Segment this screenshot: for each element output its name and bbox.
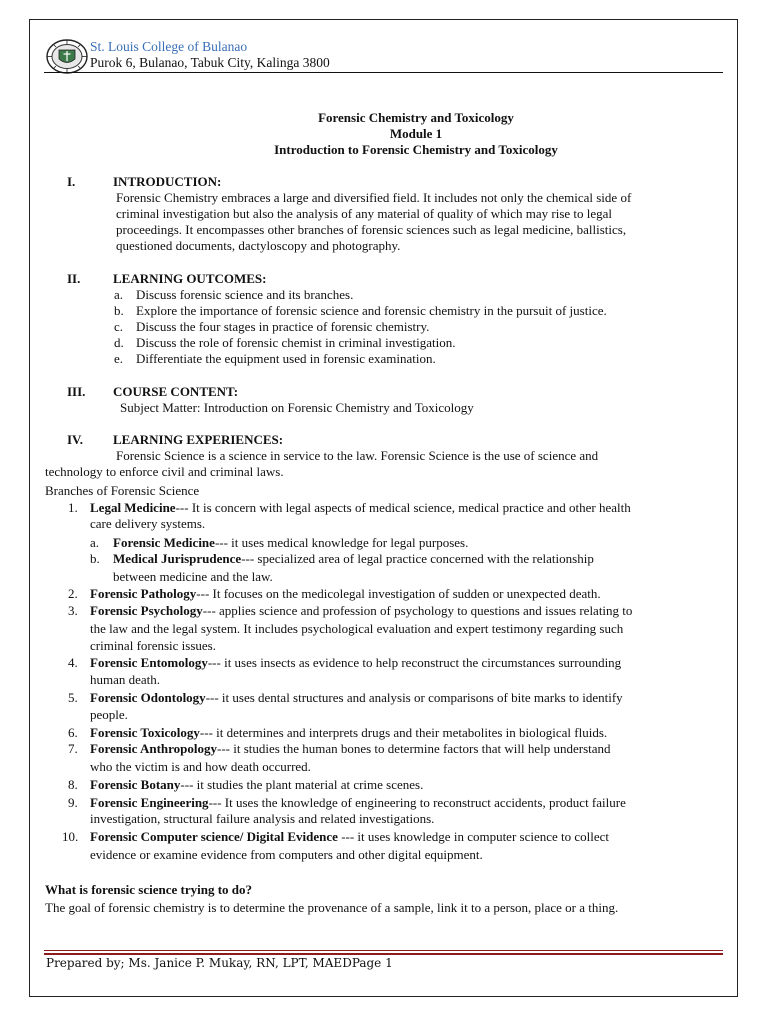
footer-rule <box>44 950 723 951</box>
module-title-block <box>45 110 768 158</box>
subject-matter: Subject Matter: Introduction on Forensic Chemistry and Toxicology <box>120 400 474 415</box>
section-heading-course-content: COURSE CONTENT: <box>113 384 239 399</box>
branch-item <box>113 535 468 551</box>
course-title: Forensic Chemistry and Toxicology <box>318 110 514 125</box>
branch-term: Forensic Toxicology <box>90 725 200 740</box>
outcome-marker: a. <box>114 287 124 302</box>
footer-rule <box>44 953 723 955</box>
footer-prepared-by: Prepared by; Ms. Janice P. Mukay, RN, LPT, MAEDPage 1 <box>46 956 393 970</box>
branch-description: --- it uses knowledge in computer science to collect <box>341 829 610 844</box>
branch-description: --- specialized area of legal practice concerned with the relationship <box>241 551 594 566</box>
outcome-item: Discuss forensic science and its branches. <box>136 287 354 302</box>
section-heading-learning-experiences: LEARNING EXPERIENCES: <box>113 432 284 447</box>
branch-description: --- it studies the human bones to determine factors that will help understand <box>217 741 611 756</box>
branch-continuation: between medicine and the law. <box>113 569 273 584</box>
section-heading-learning-outcomes: LEARNING OUTCOMES: <box>113 271 267 286</box>
outcome-item: Discuss the four stages in practice of forensic chemistry. <box>136 319 430 334</box>
section-heading-introduction: INTRODUCTION: <box>113 174 222 189</box>
branch-number: 8. <box>68 777 78 792</box>
branch-number: 10. <box>62 829 79 844</box>
branch-description: --- it determines and interprets drugs and their metabolites in biological fluids. <box>199 725 608 740</box>
outcome-marker: d. <box>114 335 124 350</box>
branches-heading: Branches of Forensic Science <box>45 483 200 498</box>
branch-continuation: care delivery systems. <box>90 516 206 531</box>
branch-term: Medical Jurisprudence <box>113 551 242 566</box>
branch-term: Forensic Odontology <box>90 690 206 705</box>
branch-item <box>90 690 623 706</box>
branch-item <box>113 551 594 567</box>
branch-description: --- It uses the knowledge of engineering to reconstruct accidents, product failure <box>208 795 626 810</box>
branch-continuation: who the victim is and how death occurred. <box>90 759 311 774</box>
branch-continuation: evidence or examine evidence from computers and other digital equipment. <box>90 847 483 862</box>
branch-term: Forensic Anthropology <box>90 741 218 756</box>
branch-number: b. <box>90 551 100 566</box>
branch-description: --- it uses insects as evidence to help reconstruct the circumstances surrounding <box>207 655 622 670</box>
branch-term: Forensic Medicine <box>113 535 215 550</box>
outcome-marker: b. <box>114 303 124 318</box>
branch-term: Forensic Engineering <box>90 795 209 810</box>
experience-line: technology to enforce civil and criminal laws. <box>45 464 284 479</box>
branch-item <box>90 586 601 602</box>
branch-number: a. <box>90 535 100 550</box>
branch-number: 5. <box>68 690 78 705</box>
module-number: Module 1 <box>389 126 443 141</box>
college-seal-logo <box>46 39 88 74</box>
branch-number: 6. <box>68 725 78 740</box>
section-numeral: III. <box>67 384 86 399</box>
branch-continuation: criminal forensic issues. <box>90 638 216 653</box>
intro-line: criminal investigation but also the analysis of any material of quality of which may rise to legal <box>116 206 613 221</box>
experience-line: Forensic Science is a science in service to the law. Forensic Science is the use of science and <box>116 448 599 463</box>
branch-description: --- it uses dental structures and analysis or comparisons of bite marks to identify <box>205 690 623 705</box>
question-answer: The goal of forensic chemistry is to determine the provenance of a sample, link it to a person, place or a thing. <box>45 900 619 915</box>
school-name: St. Louis College of Bulanao <box>90 39 248 54</box>
branch-term: Forensic Computer science/ Digital Evidence <box>90 829 342 844</box>
outcome-item: Differentiate the equipment used in forensic examination. <box>136 351 436 366</box>
branch-continuation: the law and the legal system. It includes psychological evaluation and expert testimony regarding such <box>90 621 624 636</box>
branch-continuation: investigation, structural failure analysis and related investigations. <box>90 811 435 826</box>
branch-item <box>90 603 632 619</box>
outcome-marker: c. <box>114 319 124 334</box>
branch-item <box>90 500 631 516</box>
outcome-item: Discuss the role of forensic chemist in criminal investigation. <box>136 335 456 350</box>
branch-term: Forensic Psychology <box>90 603 203 618</box>
branch-term: Legal Medicine <box>90 500 176 515</box>
branch-continuation: people. <box>90 707 128 722</box>
header-rule <box>44 72 723 73</box>
outcome-item: Explore the importance of forensic science and forensic chemistry in the pursuit of justice. <box>136 303 607 318</box>
branch-description: --- it studies the plant material at crime scenes. <box>180 777 424 792</box>
branch-item <box>90 829 609 845</box>
question-heading: What is forensic science trying to do? <box>45 882 253 897</box>
branch-description: --- It focuses on the medicolegal investigation of sudden or unexpected death. <box>196 586 601 601</box>
section-numeral: I. <box>67 174 76 189</box>
branch-item <box>90 795 626 811</box>
branch-term: Forensic Botany <box>90 777 181 792</box>
section-numeral: IV. <box>67 432 84 447</box>
branch-continuation: human death. <box>90 672 161 687</box>
module-subtitle: Introduction to Forensic Chemistry and Toxicology <box>274 142 558 157</box>
branch-term: Forensic Pathology <box>90 586 197 601</box>
branch-item <box>90 777 423 793</box>
branch-number: 9. <box>68 795 78 810</box>
branch-item <box>90 741 611 757</box>
intro-line: Forensic Chemistry embraces a large and diversified field. It includes not only the chemical side of <box>116 190 632 205</box>
branch-description: --- applies science and profession of psychology to questions and issues relating to <box>202 603 633 618</box>
branch-number: 1. <box>68 500 78 515</box>
intro-line: questioned documents, dactyloscopy and photography. <box>116 238 401 253</box>
section-numeral: II. <box>67 271 81 286</box>
branch-number: 7. <box>68 741 78 756</box>
branch-number: 3. <box>68 603 78 618</box>
branch-description: --- It is concern with legal aspects of medical science, medical practice and other health <box>175 500 631 515</box>
branch-item <box>90 655 621 671</box>
branch-description: --- it uses medical knowledge for legal purposes. <box>214 535 469 550</box>
branch-number: 4. <box>68 655 78 670</box>
branch-item <box>90 725 607 741</box>
intro-line: proceedings. It encompasses other branches of forensic sciences such as legal medicine, ballistics, <box>116 222 627 237</box>
branch-term: Forensic Entomology <box>90 655 208 670</box>
outcome-marker: e. <box>114 351 124 366</box>
school-address: Purok 6, Bulanao, Tabuk City, Kalinga 3800 <box>90 55 330 70</box>
branch-number: 2. <box>68 586 78 601</box>
